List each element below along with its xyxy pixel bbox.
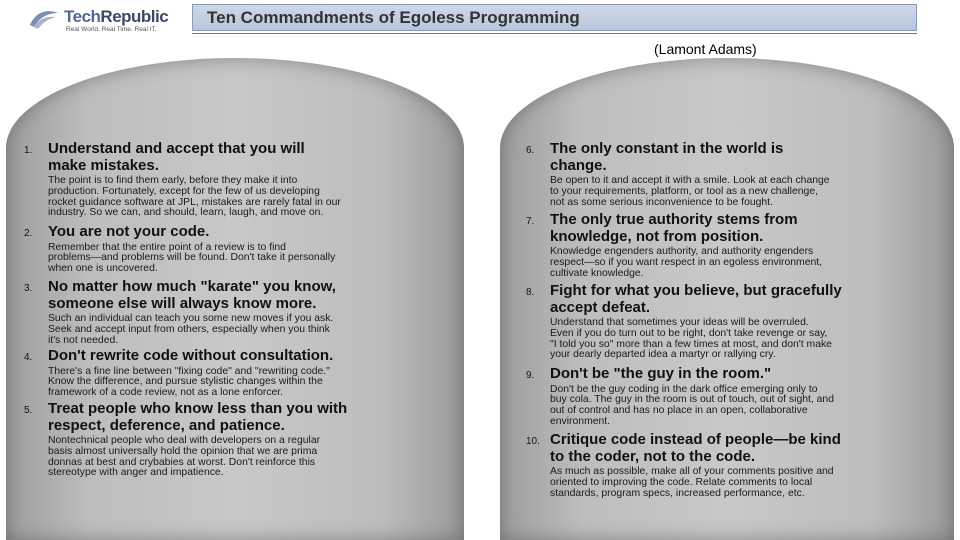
commandment-number: 8. [526, 287, 535, 298]
logo-tech: Tech [64, 7, 101, 26]
commandment-heading: The only constant in the world is [550, 140, 784, 157]
page-title: Ten Commandments of Egoless Programming [207, 8, 580, 27]
logo-republic: Republic [100, 7, 169, 26]
commandment-number: 5. [24, 405, 33, 416]
commandment-body-line: "I told you so" more than a few times at most, and don't make [550, 338, 832, 350]
commandment-heading: Don't be "the guy in the room." [550, 365, 772, 382]
commandment-body-line: production. Fortunately, except for the few of us developing [48, 185, 320, 197]
commandment-heading: Understand and accept that you will [48, 140, 305, 157]
commandment-body-line: when one is uncovered. [48, 263, 158, 275]
commandment-body-line: respect—so if you want respect in an egoless environment, [550, 256, 823, 268]
commandment-body-line: Don't be the guy coding in the dark office emerging only to [550, 383, 818, 395]
commandment-number: 2. [24, 228, 33, 239]
commandment-heading: Critique code instead of people—be kind [550, 431, 841, 448]
commandment-number: 4. [24, 352, 33, 363]
commandment-number: 10. [526, 436, 540, 447]
commandment-heading: Fight for what you believe, but gracefully [550, 282, 842, 299]
commandment-body-line: your dearly departed idea a martyr or rallying cry. [550, 349, 776, 361]
commandment-body-line: stereotype with anger and impatience. [48, 467, 224, 479]
commandment-body-line: Understand that sometimes your ideas will be overruled. [550, 317, 809, 328]
commandment-body-line: environment. [550, 415, 611, 427]
commandment-body-line: The point is to find them early, before they make it into [48, 175, 298, 186]
commandment-body-line: to your requirements, platform, or tool as a new challenge, [550, 185, 818, 197]
commandment-heading: Don't rewrite code without consultation. [48, 347, 334, 364]
commandment-body-line: donnas at best and crybabies at worst. Don't reinforce this [48, 456, 316, 468]
commandment-body-line: Be open to it and accept it with a smile. Look at each change [550, 175, 830, 186]
title-underline [192, 33, 917, 34]
commandment-body-line: Such an individual can teach you some new moves if you ask. [48, 313, 334, 324]
logo-tagline: Real World. Real Time. Real IT. [66, 26, 157, 33]
commandment-body-line: Know the difference, and pursue stylistic changes within the [48, 376, 323, 388]
commandment-heading: accept defeat. [550, 298, 651, 316]
commandment-number: 9. [526, 370, 535, 381]
commandment-body-line: not as some serious inconvenience to be fought. [550, 196, 773, 208]
commandment-body-line: There's a fine line between "fixing code" and "rewriting code." [48, 365, 330, 377]
commandment-body-line: Nontechnical people who deal with developers on a regular [48, 435, 321, 446]
commandment-number: 1. [24, 145, 33, 156]
commandment-heading: knowledge, not from position. [550, 227, 764, 245]
commandment-heading: to the coder, not to the code. [550, 447, 756, 465]
commandment-body-line: rocket guidance software at JPL, mistakes are rarely fatal in our [48, 196, 341, 208]
commandment-heading: change. [550, 156, 607, 174]
commandment-heading: respect, deference, and patience. [48, 416, 285, 434]
commandment-body-line: As much as possible, make all of your comments positive and [550, 466, 834, 477]
commandment-heading: You are not your code. [48, 223, 210, 240]
commandment-body-line: Even if you do turn out to be right, don't take revenge or say, [550, 327, 828, 339]
swoosh-logo-icon [28, 7, 60, 31]
commandment-body-line: Seek and accept input from others, especially when you think [48, 323, 330, 335]
commandment-body-line: framework of a code review, not as a lone enforcer. [48, 387, 284, 399]
commandment-body-line: Knowledge engenders authority, and authority engenders [550, 246, 814, 257]
commandment-body-line: basis almost universally hold the opinion that we are prima [48, 445, 318, 457]
commandment-body-line: Remember that the entire point of a review is to find [48, 241, 286, 253]
attribution: (Lamont Adams) [654, 41, 757, 57]
commandment-body-line: buy cola. The guy in the room is out of touch, out of sight, and [550, 394, 834, 406]
commandment-body-line: oriented to improving the code. Relate comments to local [550, 476, 813, 488]
commandment-heading: make mistakes. [48, 156, 159, 174]
commandment-heading: Treat people who know less than you with [48, 400, 348, 417]
logo-wordmark [64, 7, 168, 27]
techrepublic-logo[interactable] [28, 5, 178, 35]
commandment-body-line: out of control and has no place in an open, collaborative [550, 405, 808, 417]
commandment-number: 3. [24, 283, 33, 294]
title-bar [192, 4, 917, 31]
commandment-body-line: cultivate knowledge. [550, 267, 644, 279]
commandment-heading: No matter how much "karate" you know, [48, 278, 336, 295]
commandment-body-line: standards, program specs, increased performance, etc. [550, 487, 805, 499]
commandment-body-line: it's not needed. [48, 334, 119, 346]
commandment-body-line: industry. So we can, and should, learn, laugh, and move on. [48, 207, 324, 219]
commandment-body-line: problems—and problems will be found. Don't take it personally [48, 252, 336, 264]
commandment-number: 7. [526, 216, 535, 227]
commandment-number: 6. [526, 145, 535, 156]
commandment-heading: someone else will always know more. [48, 294, 317, 312]
commandment-heading: The only true authority stems from [550, 211, 798, 228]
